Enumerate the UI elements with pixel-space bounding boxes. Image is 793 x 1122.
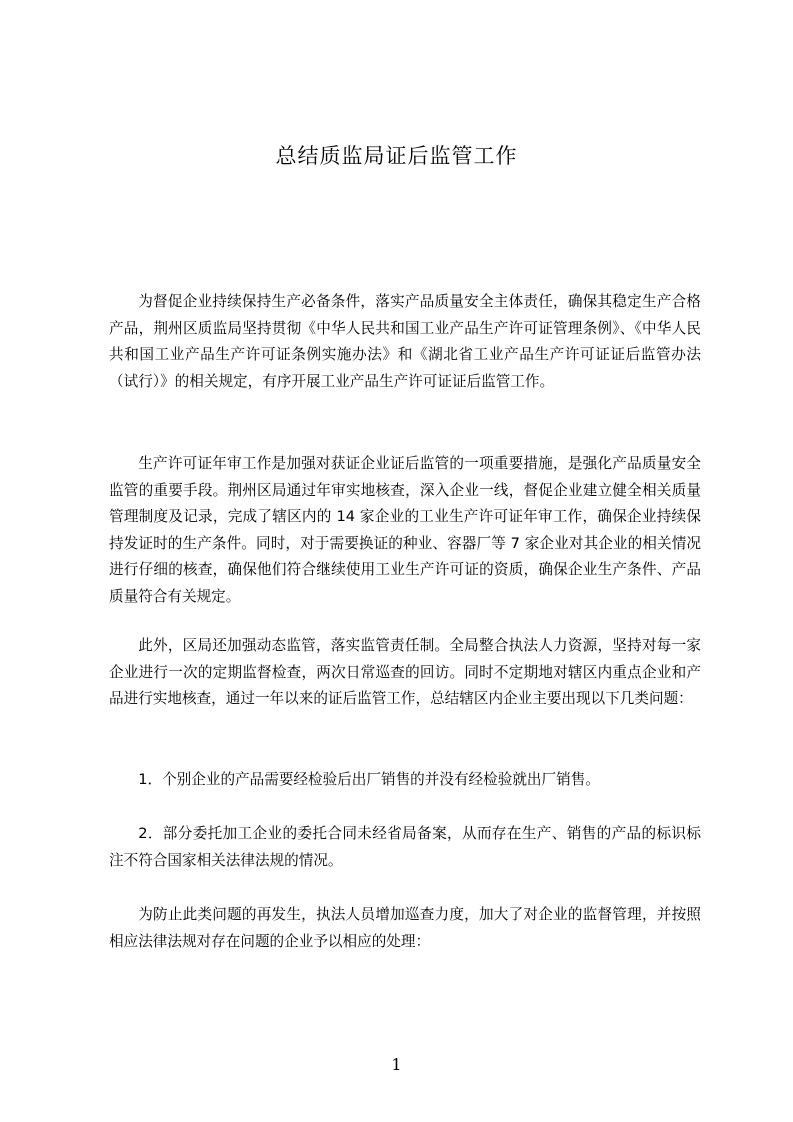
paragraph-issue-2: 2．部分委托加工企业的委托合同未经省局备案，从而存在生产、销售的产品的标识标注不符合国家相关法律法规的情况。 [109, 825, 701, 869]
page-number: 1 [391, 1055, 402, 1074]
paragraph-intro: 为督促企业持续保持生产必备条件，落实产品质量安全主体责任，确保其稳定生产合格产品，荆州区质监局坚持贯彻《中华人民共和国工业产品生产许可证管理条例》、《中华人民共和国工业产品生产许可证条例实施办法》和《湖北省工业产品生产许可证证后监管办法（试行）》的相关规定，有序开展工业产品生产许可证证后监管工作。 [109, 293, 701, 390]
paragraph-dynamic-supervision: 此外，区局还加强动态监管，落实监管责任制。全局整合执法人力资源，坚持对每一家企业进行一次的定期监督检查，两次日常巡查的回访。同时不定期地对辖区内重点企业和产品进行实地核查，通过一年以来的证后监管工作，总结辖区内企业主要出现以下几类问题： [109, 637, 701, 707]
paragraph-annual-review: 生产许可证年审工作是加强对获证企业证后监管的一项重要措施，是强化产品质量安全监管的重要手段。荆州区局通过年审实地核查，深入企业一线，督促企业建立健全相关质量管理制度及记录，完成了辖区内的 14 家企业的工业生产许可证年审工作，确保企业持续保持发证时的生产条件。同时，对于需要换证的种业、容器厂等 7 家企业对其企业的相关情况进行仔细的核查，确保他们符合继续使用工业生产许可证的资质，确保企业生产条件、产品质量符合有关规定。 [109, 455, 701, 605]
paragraph-countermeasures: 为防止此类问题的再发生，执法人员增加巡查力度，加大了对企业的监督管理，并按照相应法律法规对存在问题的企业予以相应的处理： [109, 906, 701, 950]
page-title: 总结质监局证后监管工作 [275, 144, 518, 168]
paragraph-issue-1: 1．个别企业的产品需要经检验后出厂销售的并没有经检验就出厂销售。 [138, 771, 600, 788]
